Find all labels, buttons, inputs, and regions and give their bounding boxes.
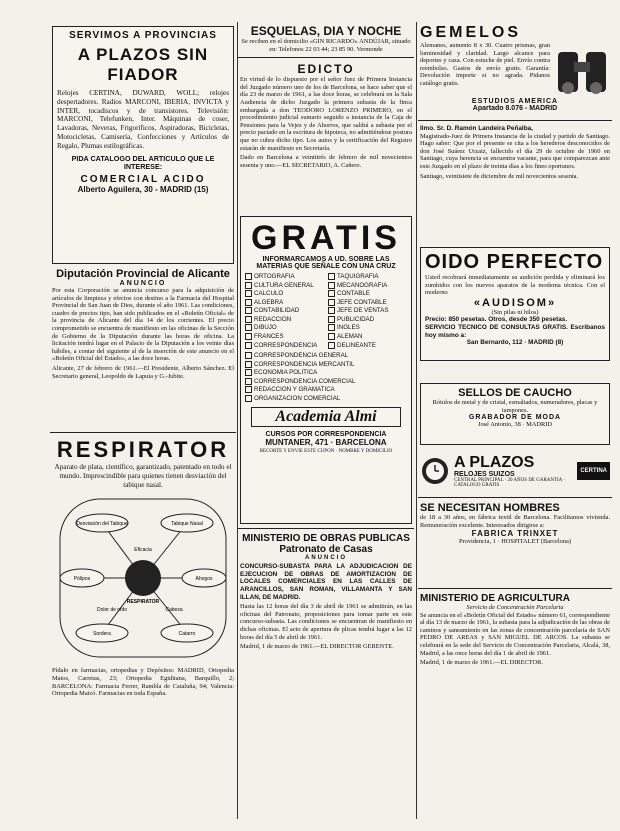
- subject-checkbox[interactable]: MECANOGRAFIA: [328, 282, 407, 291]
- agricultura-signature: Madrid, 1 de marzo de 1961.—EL DIRECTOR.: [420, 659, 543, 667]
- subject-checkbox[interactable]: ALGEBRA: [245, 299, 324, 308]
- respirator-ad: [52, 437, 234, 797]
- ministerio-obras-signature: Madrid, 1 de marzo de 1961.—EL DIRECTOR GERENTE.: [240, 643, 394, 651]
- diagram-label: Catarro: [178, 631, 196, 638]
- necesitan-hombres-ad: [420, 502, 610, 584]
- ministerio-obras-subtitle: Patronato de Casas: [279, 544, 373, 556]
- notice-title: Diputación Provincial de Alicante: [56, 268, 230, 280]
- esquelas-title: ESQUELAS, DIA Y NOCHE: [250, 24, 402, 38]
- sellos-address: José Antonio, 38 · MADRID: [477, 421, 553, 429]
- sellos-title: SELLOS DE CAUCHO: [458, 387, 572, 399]
- necesitan-title: SE NECESITAN HOMBRES: [420, 502, 560, 514]
- oido-prices: Precio: 850 pesetas. Otros, desde 350 pesetas.: [425, 316, 568, 324]
- gratis-sub1: INFORMARCAMOS A UD. SOBRE LAS: [262, 256, 390, 264]
- gemelos-body: Alemanes, aumento 8 x 30. Cuatro prismas, gran luminosidad y claridad. Largo alcance para deportes y caza. Con estuche de piel. Envío contra reembolso. Gastos de envío gratis. Garantía: Devolución importe si no agrada. Pidanos catálogo gratis.: [420, 42, 550, 87]
- subject-checkbox[interactable]: CORRESPONDENCIA COMERCIAL: [245, 378, 407, 387]
- esquelas-ad: [240, 24, 412, 53]
- binoculars-icon: [554, 42, 610, 98]
- subject-checkbox[interactable]: JEFE DE VENTAS: [328, 307, 407, 316]
- respirator-diagram: [52, 493, 234, 663]
- divider: [418, 497, 612, 498]
- subject-checkbox[interactable]: CULTURA GENERAL: [245, 282, 324, 291]
- oido-brand: «AUDISOM»: [473, 296, 557, 309]
- ilmo-body: Magistrado-Juez de Primera Instancia de la ciudad y partido de Santiago. Hago saber: Que por el presente se cita a los herederos desconocidos de don José Suárez Urzaiz, fallecido el día 29 de octubre de 1960 en Santiago, cuya herencia se encuentra vacante, para que comparezcan ante este Juzgado en el plazo de treinta días a los fines oportunos.: [420, 132, 610, 170]
- diputacion-notice: [52, 268, 234, 428]
- agricultura-title: MINISTERIO DE AGRICULTURA: [420, 593, 570, 604]
- subject-checkbox[interactable]: CALCULO: [245, 290, 324, 299]
- gemelos-company: ESTUDIOS AMERICA: [471, 98, 559, 105]
- oido-perfecto-ad: [420, 247, 610, 361]
- subject-list-wide: [245, 352, 407, 403]
- ad-address: Alberto Aguilera, 30 - MADRID (15): [77, 185, 209, 195]
- subject-checkbox[interactable]: JEFE CONTABLE: [328, 299, 407, 308]
- sellos-body: Rótulos de metal y de cristal, esmaltados, numeradores, placas y tampones.: [432, 399, 598, 414]
- diagram-label: Cabeza: [165, 607, 183, 614]
- a-plazos-ad: [420, 449, 610, 493]
- edicto-title: EDICTO: [297, 62, 355, 77]
- gemelos-address: Apartado 8.076 - MADRID: [472, 105, 558, 112]
- gratis-title: GRATIS: [251, 219, 401, 258]
- subject-checkbox[interactable]: CONTABILIDAD: [245, 307, 324, 316]
- subject-checkbox[interactable]: ORTOGRAFIA: [245, 273, 324, 282]
- ministerio-obras-title: MINISTERIO DE OBRAS PUBLICAS: [242, 533, 410, 545]
- diagram-label: Pólipos: [73, 576, 91, 583]
- notice-signature: Alicante, 27 de febrero de 1961.—El Presidente, Alberto Sánchez. El Secretario general, Leopoldo de Lapuia y G.-Jubite.: [52, 364, 234, 380]
- subject-list-right: [328, 273, 407, 350]
- column-rule: [416, 22, 417, 819]
- academy-name: Academia Almi: [251, 407, 401, 427]
- esquelas-body: Se reciben en el domicilio «GIN RICARDO» ANDÚJAR, situado en: Telefonos 22 03 44; 23 85 90. Vermonde: [241, 38, 411, 53]
- diagram-label: Sordera: [93, 631, 111, 638]
- subject-checkbox[interactable]: FRANCES: [245, 333, 324, 342]
- ad-headline: SERVIMOS A PROVINCIAS: [69, 30, 217, 41]
- academy-coupon: RECORTE Y ENVIE ESTE CUPON · NOMBRE Y DOMICILIO: [259, 449, 393, 455]
- plazos-sub: RELOJES SUIZOS: [454, 470, 515, 478]
- oido-body: Usted recobrará inmediatamente su audición perdida y eliminará los zumbidos con los nuevos aparatos de la moderna técnica. Con el moderno: [425, 274, 605, 297]
- subject-checkbox[interactable]: CORRESPONDENCIA: [245, 342, 324, 351]
- necesitan-company: FABRICA TRINXET: [471, 529, 559, 539]
- address-line: [420, 365, 610, 379]
- diagram-label: Tabique Nasal: [171, 521, 203, 528]
- respirator-footer: Pídalo en farmacias, ortopedias y Depósitos: MADRID, Ortopedia Matos, Carretas, 23; Ortopedia Egiditana, Barquillo, 2; BARCELONA: Farmacia Ferrer, Rambla de Cataluña, 94; Valencia: Ortopedia Maicó. Farmacias en toda España.: [52, 667, 234, 698]
- ad-company: COMERCIAL ACIDO: [80, 174, 206, 186]
- agricultura-subtitle: Servicio de Concentración Parcelaria: [466, 604, 564, 611]
- sellos-line2: GRABADOR DE MODA: [468, 414, 562, 422]
- divider: [50, 432, 236, 433]
- diagram-label: Eficacia: [134, 547, 152, 554]
- necesitan-body: de 18 a 30 años, en fábrica textil de Barcelona. Facilitamos vivienda. Remuneración excelente. Interesados dirigirse a:: [420, 514, 610, 529]
- middle-column: [238, 22, 414, 819]
- edicto-signature: Dado en Barcelona a veintitrés de febrero de mil novecientos sesenta y uno.—EL SECRETARIO, A. Cañero.: [240, 154, 412, 169]
- ministerio-obras-anuncio: ANUNCIO: [305, 555, 347, 562]
- ad-title: A PLAZOS SIN FIADOR: [77, 45, 209, 84]
- diagram-label: Dolor de oído: [96, 607, 128, 614]
- divider: [238, 528, 414, 529]
- subject-checkbox[interactable]: REDACCION Y GRAMATICA: [245, 386, 407, 395]
- subject-checkbox[interactable]: TAQUIGRAFIA: [328, 273, 407, 282]
- plazos-sin-fiador-ad: [52, 26, 234, 264]
- academy-address: MUNTANER, 471 · BARCELONA: [265, 438, 387, 448]
- left-column: [50, 22, 236, 819]
- respirator-title: RESPIRATOR: [56, 437, 230, 462]
- gratis-ad: [240, 216, 412, 524]
- subject-checkbox[interactable]: CORRESPONDENCIA MERCANTIL: [245, 361, 407, 370]
- subject-checkbox[interactable]: ALEMAN: [328, 333, 407, 342]
- ministerio-obras-lead: CONCURSO-SUBASTA PARA LA ADJUDICACION DE EJECUCION DE OBRAS DE AMORTIZACION DE LOCALES COMERCIALES EN LAS CALLES DE ARANCILLOS, SAN ROMAN, VILLAMANTA Y SAN ILLAN, DE MADRID.: [240, 563, 412, 601]
- oido-service: SERVICIO TECNICO DE CONSULTAS GRATIS. Escríbanos hoy mismo a:: [425, 323, 605, 339]
- oido-title: OIDO PERFECTO: [425, 251, 604, 273]
- notice-subtitle: ANUNCIO: [119, 280, 167, 287]
- respirator-body: Aparato de plata, científico, garantizado, patentado en todo el mundo. Imprescindible para quienes tienen desviación del tabique nasal.: [54, 463, 232, 489]
- watch-icon: [420, 456, 450, 486]
- ministerio-obras-body: Hasta las 12 horas del día 3 de abril de 1961 se admitirán, en las oficinas del Patronato, proposiciones para tomar parte en este concurso-subasta. Las condiciones se encuentran de manifiesto en dichas oficinas. El acto de apertura de plicas tendrá lugar a las 12 horas del día 5 de abril de 1961.: [240, 603, 412, 641]
- diagram-label: Desviación del Tabique: [76, 521, 128, 528]
- divider: [238, 57, 414, 58]
- right-column: [418, 22, 612, 819]
- plazos-badge: CERTINA: [577, 462, 610, 480]
- subject-checkbox[interactable]: DELINEANTE: [328, 342, 407, 351]
- ad-body: Relojes CERTINA, DUWARD, WOLL; relojes despertadores. Radios MARCONI, IBERIA, INVICTA y INTER, tocadiscos y de transistores. Televisión: MARCONI, Telefunken, Inter. Máquinas de coser, Lavadoras, Neveras, Frigoríficos, Aspiradoras, Bicicletas, Motocicletas, Camisería, Confecciones y Artículos de Regalo, Plumas estilográficas.: [57, 89, 229, 150]
- gratis-sub2: MATERIAS QUE SEÑALE CON UNA CRUZ: [256, 263, 396, 271]
- sellos-caucho-ad: [420, 383, 610, 445]
- academy-course: CURSOS POR CORRESPONDENCIA: [265, 431, 387, 439]
- divider: [418, 120, 612, 121]
- ad-cta: PIDA CATALOGO DEL ARTICULO QUE LE INTERESE:: [71, 153, 215, 172]
- subject-checkbox[interactable]: INGLES: [328, 324, 407, 333]
- plazos-title: A PLAZOS: [454, 453, 535, 471]
- necesitan-address: Providencia, 1 · HOSPITALET (Barcelona): [458, 538, 572, 546]
- diagram-label: Ahogos: [195, 576, 213, 583]
- oido-sub: (Sin pilas ni hilos): [491, 308, 539, 316]
- subject-checkbox[interactable]: DIBUJO: [245, 324, 324, 333]
- plazos-note: CENTRAL PRINCIPAL · 20 AÑOS DE GARANTIA · CATALOGO GRATIS: [454, 477, 565, 488]
- ilmo-title: Ilmo. Sr. D. Ramón Landeira Peñalba,: [420, 125, 533, 132]
- subject-list-left: [245, 273, 324, 350]
- diagram-label: RESPIRATOR: [126, 599, 160, 606]
- notice-body: Por esta Corporación se anuncia concurso para la adquisición de artículos de limpieza y efectos con destino a la Farmacia del Hospital Provincial de San Juan de Dios, durante el año 1961. Las condiciones, cuadro de precios tipo, han sido publicados en el «Boletín Oficial» de la provincia de Alicante del día 14 de los corrientes. El precio comprometido se encuentra de manifiesto en las oficinas de la Sección de Gobierno de la Diputación durante las horas de oficina. La licitación tendrá lugar en el Palacio de la Diputación a los veinte días hábiles, a contar del siguiente al de la inserción de este anuncio en el «Boletín Oficial del Estado», a las doce horas.: [52, 287, 234, 363]
- ilmo-notice: [420, 125, 610, 243]
- subject-checkbox[interactable]: ECONOMIA POLITICA: [245, 369, 407, 378]
- subject-checkbox[interactable]: REDACCION: [245, 316, 324, 325]
- edicto-notice: [240, 62, 412, 212]
- subject-checkbox[interactable]: CONTABLE: [328, 290, 407, 299]
- subject-checkbox[interactable]: ORGANIZACION COMERCIAL: [245, 395, 407, 404]
- ministerio-obras-notice: [240, 533, 412, 753]
- gemelos-title: GEMELOS: [420, 24, 522, 41]
- ilmo-signature: Santiago, veintisiete de diciembre de mil novecientos sesenta.: [420, 172, 579, 180]
- subject-checkbox[interactable]: PUBLICIDAD: [328, 316, 407, 325]
- subject-checkbox[interactable]: CORRESPONDENCIA GENERAL: [245, 352, 407, 361]
- edicto-body: En virtud de lo dispuesto por el señor Juez de Primera Instancia del Juzgado número uno de los de Barcelona, se hace saber que el día 23 de marzo de 1961, a las doce horas, se celebrará en la Sala Audiencia de dicho Juzgado la primera subasta de la finca embargada a don TEODORO LORENZO PRIMERO, en el procedimiento judicial sumario seguido a instancia de la Caja de Pensiones para la Vejez y de Ahorros, que saldrá a subasta por el precio pactado en la escritura de hipoteca, no admitiéndose postura que no cubra dicho tipo. Los autos y la certificación del Registro estarán de manifiesto en Secretaría.: [240, 76, 412, 152]
- agricultura-body: Se anuncia en el «Boletín Oficial del Estado» número 61, correspondiente al día 13 de marzo de 1961, la subasta para la adjudicación de las obras de caminos y saneamiento en las zonas de concentración parcelaria de SAN PEDRO DE AREAS y SAN MIGUEL DE ARCOS. La subasta se celebrará en la sede del Servicio de Concentración Parcelaria, Alcalá, 38, Madrid, a las once horas del día 1 de abril de 1961.: [420, 611, 610, 657]
- divider: [418, 588, 612, 589]
- ministerio-agricultura-notice: [420, 593, 610, 763]
- oido-address: San Bernardo, 112 · MADRID (8): [466, 339, 564, 347]
- gemelos-ad: [420, 24, 610, 116]
